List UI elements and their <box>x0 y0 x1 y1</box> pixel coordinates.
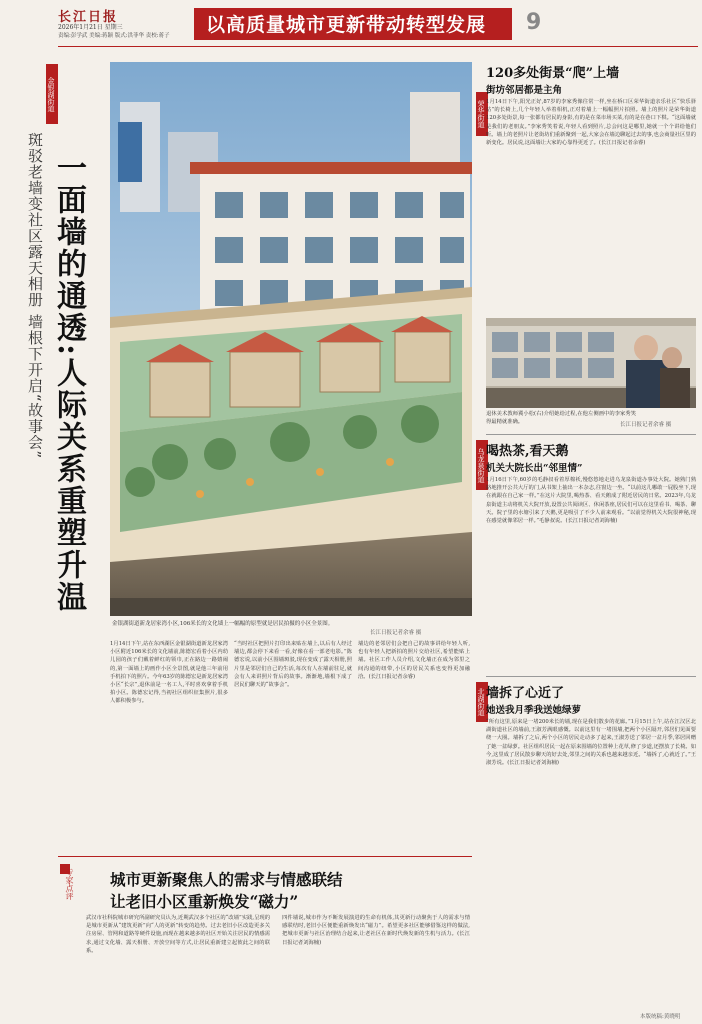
mural-wall-photo <box>110 62 472 616</box>
editor-credits: 责编:彭学武 美编:蒋颖 版式:洪菲华 责校:蒋子 <box>58 33 170 39</box>
review-body-col-1: 武汉市社科院城市研究所副研究员认为,近期武汉多个社区的“改墙”实践,呈现的是城市更新从“建筑更新”向“人的更新”转变的趋势。过去老旧小区改造更多关注房屋、管网和道路等硬件设施,而现在越来越多的社区开始关注居民的情感需求,通过文化墙、露天相册、开放空间等方式,让居民重新建立起彼此之间的联系。 <box>86 915 270 954</box>
section-1-subhead: 街坊邻居都是主角 <box>486 85 563 96</box>
photo-credit: 长江日报记者余睿 摄 <box>370 630 422 636</box>
district-tag: 金银湖街道 <box>46 64 58 124</box>
photo-caption: 金银湖街道新龙居家湾小区,106米长的文化墙上一幅幅的原型就是居民拍摄的小区全景图。 <box>112 621 334 627</box>
layout-editor: 本版统稿:黄晓明 <box>640 1014 681 1020</box>
wall-photo-people <box>486 318 696 408</box>
district-tag-2: 荣华街道 <box>476 92 488 136</box>
section-3-headline: 墙拆了心近了 <box>486 686 565 701</box>
story-body-col-1: 1月14日下午,站在东西湖区金银湖街道新龙居家湾小区附近106米长的文化墙前,陈德宏看着小区内幼儿园的孩子们戴着鲜红的领巾,正在路边一路嬉闹的,第一面墙上的画作小区全景图,就是他三年前用手机拍下的照片。今年63岁的陈德宏是新龙居家湾小区“长宗”,退休前是一名工人,平时喜欢拿着手机拍小区。陈德宏记得,当初社区组织征集照片,很多人都积极参与。 <box>110 641 228 705</box>
section-3-subhead: 她送我月季我送她绿萝 <box>486 705 582 716</box>
section-1-body: 1月14日下午,阳光正好,87岁的李家秀像往常一样,坐在桥口区荣华街道亲乐社区“快乐驿站”的长椅上,几个年轻人举着相机,正对着墙上一幅幅照片拍照。墙上的照片是荣华街道120多处街景,每一张都有居民的身影,有的是在菜市场买菜,有的是在巷口下棋。“这面墙就是我们的老朋友。”李家秀笑着说,年轻人看到照片,总会问这是哪里,她就一个个讲给他们听。墙上的老照片让老街坊们重新聚到一起,大家会在墙边聊起过去的事,也会商量社区里的新变化。居民说,这面墙让大家的心靠得更近了。(长江日报记者余睿) <box>486 99 696 147</box>
district-tag-4: 北湖街道 <box>476 682 488 722</box>
section-divider-2 <box>486 676 696 677</box>
review-divider <box>58 856 472 857</box>
issue-date: 2026年1月21日 星期三 <box>58 24 123 31</box>
section-divider-1 <box>486 434 696 435</box>
review-title-2: 让老旧小区重新焕发“磁力” <box>110 892 299 911</box>
section-3-body: “所有这里,原来是一堵200米长的墙,现在是我们散步的花廊。”1月15日上午,站在江汉区北湖街道社区的墙前,王淑芳满眼感慨。以前这里有一堵围墙,把两个小区隔开,邻居们见面要绕一大圈。墙拆了之后,两个小区的居民走动多了起来,王淑芳送了邻居一盆月季,邻居回赠了她一盆绿萝。社区组织居民一起在原来围墙的位置种上花草,修了步道,还摆放了长椅。如今,这里成了居民散步聊天的好去处,邻里之间的关系也越来越亲近。“墙拆了,心就近了。”王淑芳说。(长江日报记者刘海楠) <box>486 719 696 767</box>
review-title-1: 城市更新聚焦人的需求与情感联结 <box>110 870 343 889</box>
section-1-photo <box>486 318 696 408</box>
review-body-col-2: 四件墙说,城市作为不断发展演进的生命有机体,其更新行动聚焦于人的需求与情感联结时,老旧小区便能重新焕发出“磁力”。希望更多社区能够借鉴这样的做法,把城市更新与社区治理结合起来,让老社区在新时代焕发新的生机与活力。(长江日报记者刘海楠) <box>282 915 470 946</box>
district-tag-3: 乌龙泉街道 <box>476 440 488 490</box>
section-title: 以高质量城市更新带动转型发展 <box>206 14 487 36</box>
section-1-photo-credit: 长江日报记者余睿 摄 <box>620 422 672 428</box>
header-rule <box>58 46 698 47</box>
story-body-col-2: “当时社区把照片打印出来贴在墙上,以后有人经过墙边,都会停下来看一看,好像在看一部老电影。”陈德宏说,以前小区围墙斑驳,现在变成了露天相册,照片里是邻居们自己的生活,每次有人在墙前驻足,就会有人来讲照片背后的故事。渐渐地,墙根下成了居民们聊天的“故事会”。 <box>234 641 352 689</box>
section-1-photo-caption: 退休美术教师冀小松(右)介绍她给过程,在他左侧画中的李家秀笑得最精就准确。 <box>486 411 636 426</box>
section-2-subhead: 机关大院长出“邻里情” <box>486 463 583 474</box>
page-number: 9 <box>526 10 542 35</box>
masthead-logo: 长江日报 <box>58 10 119 25</box>
story-headline: 一面墙的通透:人际关系重塑升温 <box>51 152 86 614</box>
mural-wall-illustration <box>110 62 472 616</box>
section-2-body: 1月16日下午,60岁的毛静叔看着厚棉袄,慢悠悠地走进乌龙泉街道办事处大院。她熟门熟路地推开公共大厅的门,从书架上抽出一本杂志,往窗边一坐。“以前这儿哪敢一屁股坐下,现在就跟在自己家一样。”在这片大院里,喝热茶、看天鹅成了附近居民的日常。2023年,乌龙泉街道主动将机关大院开放,设置公共阅读区、休闲茶座,居民们可以在这里看书、喝茶、聊天。院子里的水塘引来了天鹅,更是吸引了不少人前来观看。“以前觉得机关大院很神秘,现在感觉就像邻居一样。”毛静叔说。(长江日报记者刘海楠) <box>486 477 696 525</box>
page-header <box>0 0 702 44</box>
section-2-headline: 喝热茶,看天鹅 <box>486 444 569 459</box>
story-subtitle: 斑驳老墙变社区露天相册 墙根下开启“故事会” <box>26 132 44 460</box>
story-body-col-3: 墙边的老邻居们会把自己的故事讲给年轻人听,也有年轻人把新拍的照片交给社区,希望能贴上墙。社区工作人员介绍,文化墙正在成为邻里之间沟通的纽带,小区的居民关系也变得更加融洽。(长江日报记者余睿) <box>358 641 470 680</box>
expert-review-tag: 专家点评 <box>65 868 74 900</box>
section-1-headline: 120多处街景“爬”上墙 <box>486 66 620 81</box>
